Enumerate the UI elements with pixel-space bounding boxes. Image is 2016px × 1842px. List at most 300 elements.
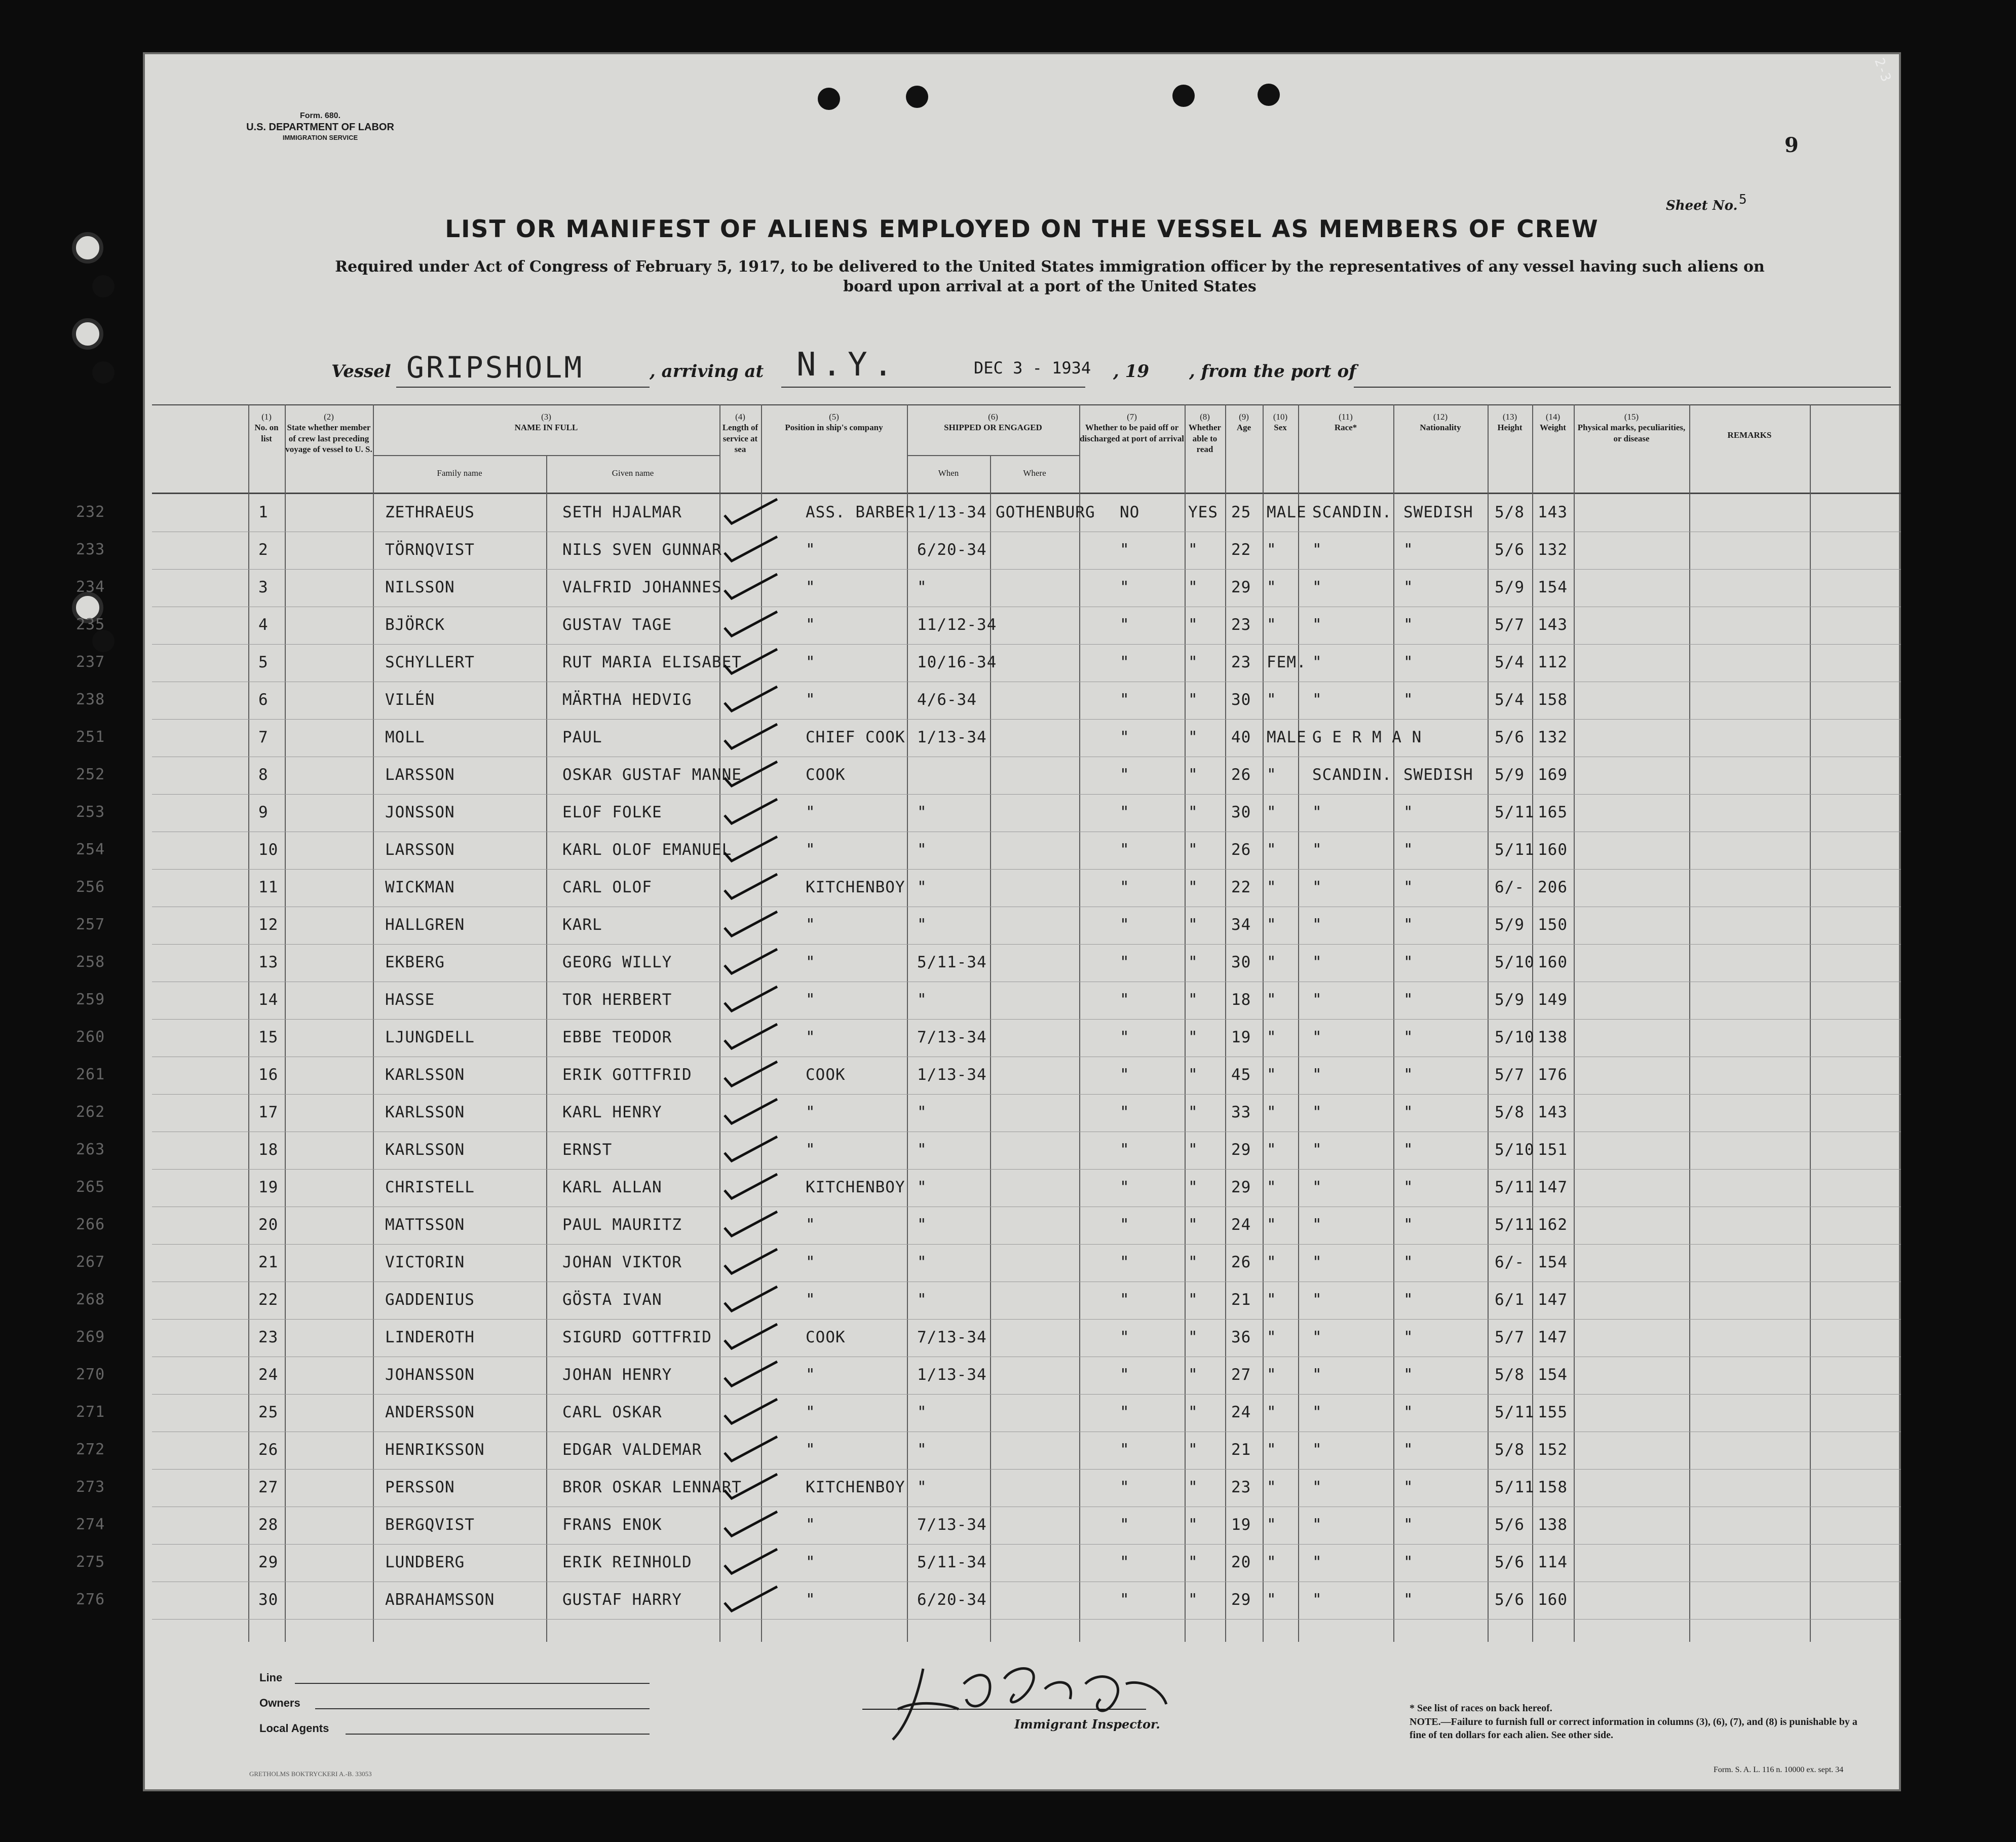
row-age: 23 bbox=[1231, 653, 1251, 671]
row-given-name: CARL OLOF bbox=[562, 878, 652, 896]
row-age: 24 bbox=[1231, 1216, 1251, 1234]
row-able-to-read: " bbox=[1188, 1178, 1198, 1196]
row-position: ASS. BARBER bbox=[806, 503, 916, 521]
row-race: " bbox=[1312, 1253, 1322, 1271]
row-position: " bbox=[806, 1216, 816, 1234]
row-given-name: EDGAR VALDEMAR bbox=[562, 1441, 702, 1459]
row-nationality: " bbox=[1403, 1253, 1414, 1271]
row-height: 5/6 bbox=[1495, 1516, 1525, 1534]
row-race: " bbox=[1312, 616, 1322, 634]
row-able-to-read: " bbox=[1188, 953, 1198, 971]
row-height: 5/9 bbox=[1495, 991, 1525, 1009]
row-list-number: 26 bbox=[258, 1441, 279, 1459]
row-list-number: 23 bbox=[258, 1328, 279, 1346]
row-sex: " bbox=[1267, 1141, 1277, 1159]
row-family-name: MOLL bbox=[385, 728, 425, 746]
col-nationality-header: (12) Nationality bbox=[1420, 412, 1461, 433]
row-margin-number: 237 bbox=[76, 653, 105, 671]
row-shipped-when: " bbox=[917, 841, 927, 859]
row-position: " bbox=[806, 1441, 816, 1459]
row-age: 40 bbox=[1231, 728, 1251, 746]
row-age: 29 bbox=[1231, 578, 1251, 596]
row-age: 29 bbox=[1231, 1178, 1251, 1196]
row-margin-number: 232 bbox=[76, 503, 105, 521]
row-position: " bbox=[806, 953, 816, 971]
row-height: 5/9 bbox=[1495, 916, 1525, 934]
row-height: 5/11 bbox=[1495, 1178, 1535, 1196]
row-sex: " bbox=[1267, 1441, 1277, 1459]
row-margin-number: 260 bbox=[76, 1028, 105, 1046]
row-shipped-when: " bbox=[917, 1178, 927, 1196]
table-row bbox=[76, 1507, 1901, 1545]
row-nationality: " bbox=[1403, 841, 1414, 859]
row-family-name: CHRISTELL bbox=[385, 1178, 475, 1196]
row-height: 5/8 bbox=[1495, 1103, 1525, 1121]
punch-hole bbox=[92, 275, 115, 297]
row-list-number: 11 bbox=[258, 878, 279, 896]
row-race: " bbox=[1312, 1141, 1322, 1159]
row-given-name: KARL ALLAN bbox=[562, 1178, 662, 1196]
row-nationality: SWEDISH bbox=[1403, 503, 1473, 521]
row-shipped-when: 6/20-34 bbox=[917, 1591, 987, 1609]
row-height: 5/6 bbox=[1495, 541, 1525, 559]
row-paid-off: " bbox=[1120, 916, 1130, 934]
table-row bbox=[76, 982, 1901, 1020]
row-shipped-where: GOTHENBURG bbox=[996, 503, 1095, 521]
row-margin-number: 269 bbox=[76, 1328, 105, 1346]
row-able-to-read: " bbox=[1188, 1366, 1198, 1384]
row-position: KITCHENBOY bbox=[806, 1478, 905, 1496]
row-race: " bbox=[1312, 1216, 1322, 1234]
row-given-name: SETH HJALMAR bbox=[562, 503, 682, 521]
row-sex: FEM. bbox=[1267, 653, 1307, 671]
table-row bbox=[76, 794, 1901, 832]
row-margin-number: 233 bbox=[76, 541, 105, 558]
row-nationality: " bbox=[1403, 1178, 1414, 1196]
row-family-name: LUNDBERG bbox=[385, 1553, 465, 1571]
row-margin-number: 276 bbox=[76, 1591, 105, 1608]
row-race: " bbox=[1312, 653, 1322, 671]
col-height-header: (13) Height bbox=[1497, 412, 1523, 433]
row-nationality: " bbox=[1403, 916, 1414, 934]
row-paid-off: " bbox=[1120, 1366, 1130, 1384]
row-shipped-when: " bbox=[917, 1103, 927, 1121]
service-checkmark bbox=[720, 610, 781, 638]
row-family-name: LINDEROTH bbox=[385, 1328, 475, 1346]
row-race: " bbox=[1312, 1591, 1322, 1609]
row-weight: 138 bbox=[1538, 1516, 1568, 1534]
row-given-name: RUT MARIA ELISABET bbox=[562, 653, 742, 671]
row-shipped-when: 1/13-34 bbox=[917, 1366, 987, 1384]
row-nationality: " bbox=[1403, 803, 1414, 821]
row-family-name: VILÉN bbox=[385, 691, 435, 709]
row-given-name: JOHAN HENRY bbox=[562, 1366, 672, 1384]
col-last-voyage-header: (2) State whether member of crew last preceding voyage of vessel to U. S. bbox=[285, 412, 372, 454]
row-position: " bbox=[806, 653, 816, 671]
table-row bbox=[76, 494, 1901, 532]
row-height: 5/11 bbox=[1495, 1478, 1535, 1496]
col-race-header: (11) Race* bbox=[1334, 412, 1357, 433]
row-margin-number: 235 bbox=[76, 616, 105, 633]
row-able-to-read: " bbox=[1188, 616, 1198, 634]
row-able-to-read: " bbox=[1188, 1478, 1198, 1496]
row-height: 5/4 bbox=[1495, 653, 1525, 671]
row-position: COOK bbox=[806, 1328, 846, 1346]
row-able-to-read: " bbox=[1188, 1516, 1198, 1534]
row-paid-off: " bbox=[1120, 691, 1130, 709]
row-family-name: SCHYLLERT bbox=[385, 653, 475, 671]
row-family-name: ABRAHAMSSON bbox=[385, 1591, 495, 1609]
row-nationality: SWEDISH bbox=[1403, 766, 1473, 784]
local-agents-label: Local Agents bbox=[259, 1722, 329, 1735]
row-position: " bbox=[806, 691, 816, 709]
row-able-to-read: " bbox=[1188, 1103, 1198, 1121]
row-age: 33 bbox=[1231, 1103, 1251, 1121]
row-weight: 132 bbox=[1538, 541, 1568, 559]
row-height: 5/11 bbox=[1495, 841, 1535, 859]
row-paid-off: " bbox=[1120, 1216, 1130, 1234]
table-row bbox=[76, 1432, 1901, 1470]
col-weight-header: (14) Weight bbox=[1540, 412, 1566, 433]
binder-ring bbox=[72, 232, 103, 264]
table-row bbox=[76, 644, 1901, 682]
row-given-name: GUSTAV TAGE bbox=[562, 616, 672, 634]
row-height: 5/6 bbox=[1495, 1553, 1525, 1571]
row-weight: 154 bbox=[1538, 578, 1568, 596]
row-sex: " bbox=[1267, 578, 1277, 596]
row-age: 21 bbox=[1231, 1291, 1251, 1309]
row-list-number: 24 bbox=[258, 1366, 279, 1384]
row-age: 34 bbox=[1231, 916, 1251, 934]
row-weight: 149 bbox=[1538, 991, 1568, 1009]
row-age: 25 bbox=[1231, 503, 1251, 521]
punch-hole bbox=[818, 88, 840, 110]
service-checkmark bbox=[720, 1285, 781, 1313]
row-shipped-when: " bbox=[917, 1253, 927, 1271]
service-checkmark bbox=[720, 1322, 781, 1350]
crew-table bbox=[76, 404, 1901, 1642]
col-service-length-header: (4) Length of service at sea bbox=[722, 412, 758, 454]
row-margin-number: 261 bbox=[76, 1066, 105, 1083]
row-given-name: GUSTAF HARRY bbox=[562, 1591, 682, 1609]
year-label: , 19 bbox=[1113, 361, 1149, 382]
row-height: 5/6 bbox=[1495, 1591, 1525, 1609]
row-margin-number: 234 bbox=[76, 578, 105, 596]
row-weight: 132 bbox=[1538, 728, 1568, 746]
service-checkmark bbox=[720, 1135, 781, 1163]
row-list-number: 21 bbox=[258, 1253, 279, 1271]
row-family-name: ZETHRAEUS bbox=[385, 503, 475, 521]
row-age: 36 bbox=[1231, 1328, 1251, 1346]
row-weight: 162 bbox=[1538, 1216, 1568, 1234]
row-height: 6/1 bbox=[1495, 1291, 1525, 1309]
row-nationality: " bbox=[1403, 1103, 1414, 1121]
service-checkmark bbox=[720, 1547, 781, 1575]
binder-ring bbox=[72, 318, 103, 350]
row-sex: " bbox=[1267, 1366, 1277, 1384]
row-given-name: TOR HERBERT bbox=[562, 991, 672, 1009]
row-given-name: EBBE TEODOR bbox=[562, 1028, 672, 1046]
table-row bbox=[76, 1094, 1901, 1132]
row-paid-off: " bbox=[1120, 841, 1130, 859]
row-family-name: HASSE bbox=[385, 991, 435, 1009]
row-weight: 143 bbox=[1538, 616, 1568, 634]
row-race: " bbox=[1312, 691, 1322, 709]
row-able-to-read: YES bbox=[1188, 503, 1218, 521]
row-nationality: " bbox=[1403, 1066, 1414, 1084]
row-race: SCANDIN. bbox=[1312, 503, 1392, 521]
row-height: 5/11 bbox=[1495, 1216, 1535, 1234]
row-height: 5/11 bbox=[1495, 803, 1535, 821]
row-able-to-read: " bbox=[1188, 1403, 1198, 1421]
corner-marks: 2-3 bbox=[1871, 56, 1894, 84]
row-list-number: 20 bbox=[258, 1216, 279, 1234]
row-nationality: " bbox=[1403, 1478, 1414, 1496]
row-nationality: " bbox=[1403, 578, 1414, 596]
row-shipped-when: " bbox=[917, 991, 927, 1009]
row-able-to-read: " bbox=[1188, 1028, 1198, 1046]
col-sex-header: (10) Sex bbox=[1273, 412, 1288, 433]
row-height: 5/11 bbox=[1495, 1403, 1535, 1421]
table-row bbox=[76, 1244, 1901, 1282]
row-height: 5/7 bbox=[1495, 616, 1525, 634]
row-sex: " bbox=[1267, 691, 1277, 709]
row-nationality: " bbox=[1403, 541, 1414, 559]
row-nationality: " bbox=[1403, 1591, 1414, 1609]
row-paid-off: " bbox=[1120, 766, 1130, 784]
table-row bbox=[76, 907, 1901, 945]
row-height: 5/10 bbox=[1495, 1141, 1535, 1159]
service-checkmark bbox=[720, 760, 781, 788]
row-family-name: BERGQVIST bbox=[385, 1516, 475, 1534]
row-given-name: GÖSTA IVAN bbox=[562, 1291, 662, 1309]
row-position: " bbox=[806, 1291, 816, 1309]
row-position: " bbox=[806, 1141, 816, 1159]
row-list-number: 17 bbox=[258, 1103, 279, 1121]
row-paid-off: " bbox=[1120, 953, 1130, 971]
row-nationality: " bbox=[1403, 1216, 1414, 1234]
table-row bbox=[76, 1544, 1901, 1582]
row-paid-off: " bbox=[1120, 1028, 1130, 1046]
row-margin-number: 258 bbox=[76, 953, 105, 971]
row-age: 19 bbox=[1231, 1028, 1251, 1046]
row-margin-number: 254 bbox=[76, 841, 105, 858]
row-age: 18 bbox=[1231, 991, 1251, 1009]
row-list-number: 9 bbox=[258, 803, 269, 821]
row-height: 5/10 bbox=[1495, 1028, 1535, 1046]
row-shipped-when: 1/13-34 bbox=[917, 1066, 987, 1084]
line-label: Line bbox=[259, 1671, 283, 1684]
row-nationality: " bbox=[1403, 1291, 1414, 1309]
table-row bbox=[76, 757, 1901, 795]
row-able-to-read: " bbox=[1188, 1291, 1198, 1309]
row-list-number: 18 bbox=[258, 1141, 279, 1159]
row-paid-off: " bbox=[1120, 1403, 1130, 1421]
row-race: " bbox=[1312, 916, 1322, 934]
row-age: 24 bbox=[1231, 1403, 1251, 1421]
row-position: " bbox=[806, 1253, 816, 1271]
row-sex: " bbox=[1267, 1591, 1277, 1609]
row-position: " bbox=[806, 991, 816, 1009]
row-given-name: ERIK REINHOLD bbox=[562, 1553, 692, 1571]
row-shipped-when: 7/13-34 bbox=[917, 1328, 987, 1346]
row-margin-number: 252 bbox=[76, 766, 105, 783]
row-given-name: CARL OSKAR bbox=[562, 1403, 662, 1421]
row-able-to-read: " bbox=[1188, 1553, 1198, 1571]
row-paid-off: " bbox=[1120, 1253, 1130, 1271]
row-able-to-read: " bbox=[1188, 728, 1198, 746]
row-race: " bbox=[1312, 1328, 1322, 1346]
table-row bbox=[76, 1132, 1901, 1170]
row-given-name: KARL OLOF EMANUEL bbox=[562, 841, 732, 859]
row-margin-number: 274 bbox=[76, 1516, 105, 1533]
row-margin-number: 268 bbox=[76, 1291, 105, 1308]
row-age: 29 bbox=[1231, 1141, 1251, 1159]
row-list-number: 4 bbox=[258, 616, 269, 634]
row-list-number: 7 bbox=[258, 728, 269, 746]
row-nationality: " bbox=[1403, 1028, 1414, 1046]
printer-imprint: GRETHOLMS BOKTRYCKERI A.-B. 33053 bbox=[249, 1770, 372, 1778]
row-paid-off: " bbox=[1120, 1141, 1130, 1159]
row-family-name: EKBERG bbox=[385, 953, 445, 971]
row-weight: 112 bbox=[1538, 653, 1568, 671]
row-paid-off: " bbox=[1120, 653, 1130, 671]
from-port-label: , from the port of bbox=[1189, 361, 1356, 382]
service-checkmark bbox=[720, 535, 781, 563]
table-row bbox=[76, 1019, 1901, 1057]
row-able-to-read: " bbox=[1188, 878, 1198, 896]
row-given-name: ERIK GOTTFRID bbox=[562, 1066, 692, 1084]
row-age: 22 bbox=[1231, 541, 1251, 559]
service-checkmark bbox=[720, 497, 781, 525]
row-able-to-read: " bbox=[1188, 1253, 1198, 1271]
row-race: " bbox=[1312, 1178, 1322, 1196]
row-weight: 155 bbox=[1538, 1403, 1568, 1421]
row-height: 5/9 bbox=[1495, 578, 1525, 596]
service-checkmark bbox=[720, 797, 781, 825]
row-able-to-read: " bbox=[1188, 691, 1198, 709]
row-position: " bbox=[806, 803, 816, 821]
row-nationality: " bbox=[1403, 1441, 1414, 1459]
row-weight: 158 bbox=[1538, 1478, 1568, 1496]
row-sex: " bbox=[1267, 841, 1277, 859]
row-list-number: 25 bbox=[258, 1403, 279, 1421]
row-given-name: SIGURD GOTTFRID bbox=[562, 1328, 712, 1346]
row-shipped-when: " bbox=[917, 878, 927, 896]
row-given-name: GEORG WILLY bbox=[562, 953, 672, 971]
row-given-name: PAUL MAURITZ bbox=[562, 1216, 682, 1234]
row-family-name: WICKMAN bbox=[385, 878, 455, 896]
row-shipped-when: 4/6-34 bbox=[917, 691, 977, 709]
row-height: 6/- bbox=[1495, 878, 1525, 896]
row-height: 5/10 bbox=[1495, 953, 1535, 971]
row-shipped-when: " bbox=[917, 578, 927, 596]
row-list-number: 28 bbox=[258, 1516, 279, 1534]
row-margin-number: 263 bbox=[76, 1141, 105, 1158]
punch-hole bbox=[1258, 84, 1280, 106]
row-margin-number: 267 bbox=[76, 1253, 105, 1271]
row-age: 19 bbox=[1231, 1516, 1251, 1534]
row-able-to-read: " bbox=[1188, 1328, 1198, 1346]
races-note: * See list of races on back hereof. bbox=[1410, 1703, 1552, 1714]
service-checkmark bbox=[720, 1060, 781, 1088]
row-position: " bbox=[806, 578, 816, 596]
row-nationality: " bbox=[1403, 616, 1414, 634]
row-weight: 147 bbox=[1538, 1178, 1568, 1196]
row-shipped-when: 1/13-34 bbox=[917, 503, 987, 521]
row-list-number: 6 bbox=[258, 691, 269, 709]
row-shipped-when: " bbox=[917, 803, 927, 821]
row-shipped-when: " bbox=[917, 1216, 927, 1234]
row-margin-number: 271 bbox=[76, 1403, 105, 1421]
row-paid-off: " bbox=[1120, 1516, 1130, 1534]
row-shipped-when: " bbox=[917, 1141, 927, 1159]
row-sex: " bbox=[1267, 1028, 1277, 1046]
service-checkmark bbox=[720, 1022, 781, 1050]
row-family-name: PERSSON bbox=[385, 1478, 455, 1496]
table-row bbox=[76, 1357, 1901, 1395]
row-list-number: 22 bbox=[258, 1291, 279, 1309]
from-port-underline bbox=[1354, 387, 1891, 388]
row-shipped-when: 5/11-34 bbox=[917, 1553, 987, 1571]
table-row bbox=[76, 532, 1901, 570]
row-paid-off: " bbox=[1120, 991, 1130, 1009]
owners-underline bbox=[315, 1708, 650, 1709]
row-paid-off: " bbox=[1120, 728, 1130, 746]
row-paid-off: " bbox=[1120, 1441, 1130, 1459]
service-checkmark bbox=[720, 1172, 781, 1200]
row-shipped-when: 11/12-34 bbox=[917, 616, 997, 634]
row-race: " bbox=[1312, 1478, 1322, 1496]
row-margin-number: 270 bbox=[76, 1366, 105, 1383]
service-checkmark bbox=[720, 835, 781, 863]
agents-underline bbox=[346, 1734, 650, 1735]
col-given-name-header: Given name bbox=[612, 468, 654, 478]
row-race: " bbox=[1312, 841, 1322, 859]
row-able-to-read: " bbox=[1188, 1591, 1198, 1609]
service-checkmark bbox=[720, 1435, 781, 1463]
row-given-name: ERNST bbox=[562, 1141, 613, 1159]
row-height: 5/8 bbox=[1495, 503, 1525, 521]
row-paid-off: " bbox=[1120, 1066, 1130, 1084]
row-able-to-read: " bbox=[1188, 1141, 1198, 1159]
row-given-name: KARL HENRY bbox=[562, 1103, 662, 1121]
row-margin-number: 253 bbox=[76, 803, 105, 821]
row-weight: 143 bbox=[1538, 503, 1568, 521]
service-checkmark bbox=[720, 685, 781, 713]
row-sex: " bbox=[1267, 878, 1277, 896]
row-list-number: 5 bbox=[258, 653, 269, 671]
table-row bbox=[76, 1319, 1901, 1357]
row-margin-number: 266 bbox=[76, 1216, 105, 1233]
row-sex: " bbox=[1267, 616, 1277, 634]
row-height: 5/4 bbox=[1495, 691, 1525, 709]
row-sex: " bbox=[1267, 1291, 1277, 1309]
row-race: " bbox=[1312, 953, 1322, 971]
row-margin-number: 238 bbox=[76, 691, 105, 708]
row-sex: " bbox=[1267, 1403, 1277, 1421]
row-shipped-when: " bbox=[917, 1291, 927, 1309]
col-name-header: (3) NAME IN FULL bbox=[514, 412, 578, 433]
form-number: Form. 680. bbox=[299, 111, 341, 120]
row-sex: " bbox=[1267, 953, 1277, 971]
row-given-name: NILS SVEN GUNNAR bbox=[562, 541, 722, 559]
service-checkmark bbox=[720, 722, 781, 750]
row-sex: " bbox=[1267, 1553, 1277, 1571]
row-race: " bbox=[1312, 1103, 1322, 1121]
row-list-number: 29 bbox=[258, 1553, 279, 1571]
service-checkmark bbox=[720, 985, 781, 1013]
